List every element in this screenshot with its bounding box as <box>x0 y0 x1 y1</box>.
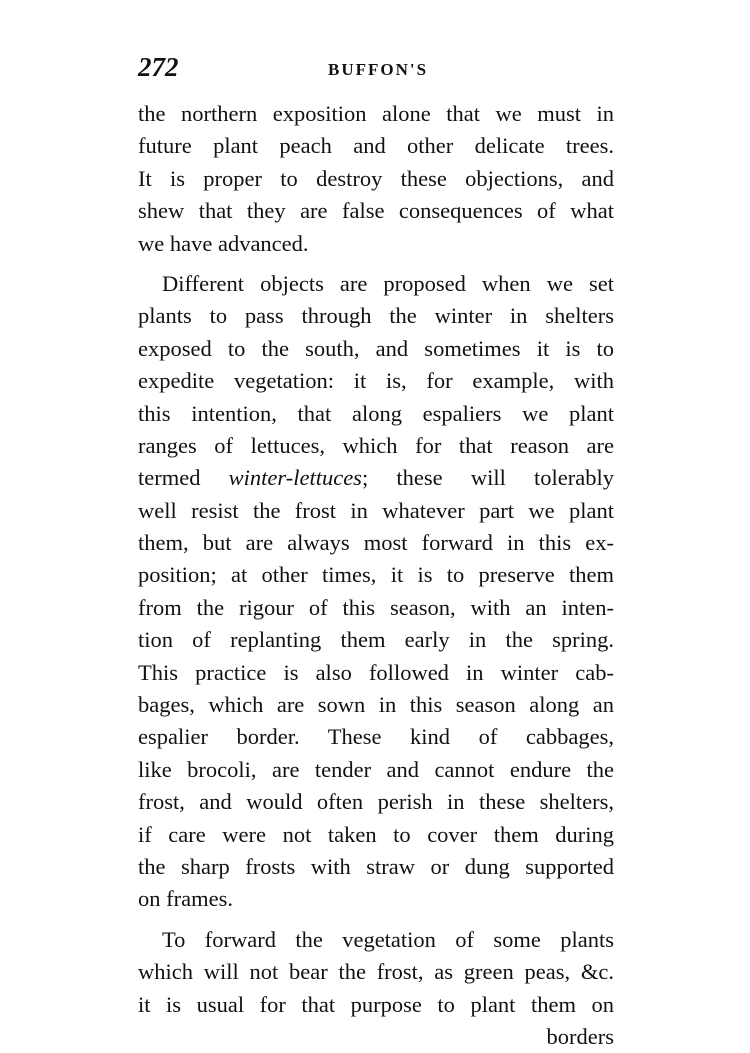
paragraph <box>138 268 614 916</box>
text-line: position; at other times, it is to preserve them <box>138 562 614 588</box>
text-line <box>138 462 614 494</box>
text-line: we have advanced. <box>138 230 309 256</box>
text-line: plants to pass through the winter in shelters <box>138 303 614 329</box>
body-text <box>138 98 614 1053</box>
text-line: if care were not taken to cover them during <box>138 821 614 847</box>
text-line: ranges of lettuces, which for that reason are <box>138 432 614 458</box>
text-line: this intention, that along espaliers we plant <box>138 400 614 426</box>
text-line: It is proper to destroy these objections, and <box>138 165 614 191</box>
text-line: them, but are always most forward in this ex- <box>138 530 614 556</box>
text-line: exposed to the south, and sometimes it is to <box>138 335 614 361</box>
running-head: BUFFON'S <box>328 60 429 79</box>
paragraph <box>138 924 614 1053</box>
text-line: on frames. <box>138 886 233 912</box>
text-line: it is usual for that purpose to plant them on <box>138 991 614 1017</box>
text-line: To forward the vegetation of some plants <box>162 926 614 952</box>
text-line: from the rigour of this season, with an inten- <box>138 594 614 620</box>
text-line: borders <box>546 1023 614 1049</box>
text-line: espalier border. These kind of cabbages, <box>138 724 614 750</box>
text-line: Different objects are proposed when we set <box>162 270 614 296</box>
text-segment: ; these will tolerably <box>361 465 614 491</box>
text-line: shew that they are false consequences of what <box>138 198 614 224</box>
text-line: like brocoli, are tender and cannot endure the <box>138 756 614 782</box>
paragraph <box>138 98 614 260</box>
italic-term: winter-lettuces <box>228 465 362 491</box>
text-segment: termed <box>138 465 229 491</box>
text-line: which will not bear the frost, as green peas, &c. <box>138 959 614 985</box>
page-number: 272 <box>138 52 179 82</box>
text-line: frost, and would often perish in these shelters, <box>138 789 614 815</box>
text-line: bages, which are sown in this season along an <box>138 692 614 718</box>
text-line: expedite vegetation: it is, for example, with <box>138 368 614 394</box>
text-line: This practice is also followed in winter cab- <box>138 659 614 685</box>
page-header <box>138 52 614 88</box>
text-line: future plant peach and other delicate trees. <box>138 133 614 159</box>
text-line: the sharp frosts with straw or dung supported <box>138 853 614 879</box>
text-line: well resist the frost in whatever part we plant <box>138 497 614 523</box>
text-line: the northern exposition alone that we must in <box>138 101 614 126</box>
text-line: tion of replanting them early in the spring. <box>138 627 614 653</box>
